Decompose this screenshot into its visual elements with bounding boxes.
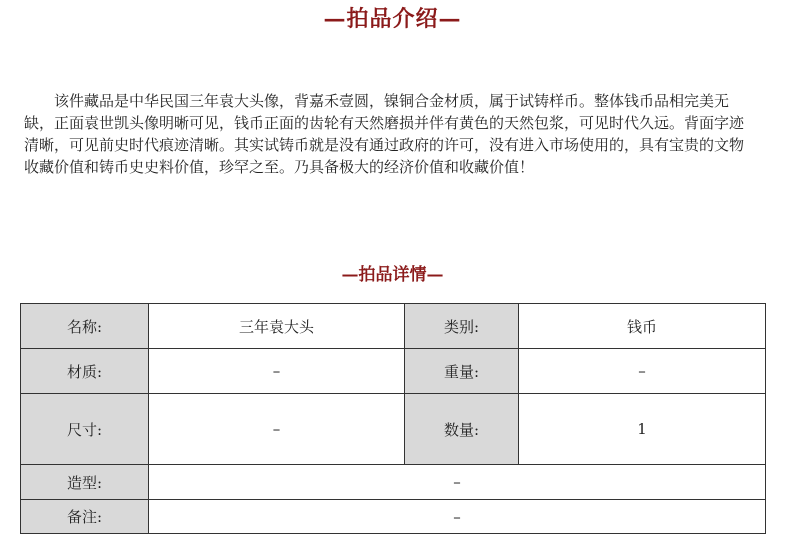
shape-value: – xyxy=(149,465,766,500)
material-value: – xyxy=(149,349,405,394)
name-value: 三年袁大头 xyxy=(149,304,405,349)
table-row xyxy=(21,349,766,394)
quantity-value: 1 xyxy=(519,394,766,465)
category-label: 类别: xyxy=(405,304,519,349)
quantity-label: 数量: xyxy=(405,394,519,465)
category-value: 钱币 xyxy=(519,304,766,349)
weight-label: 重量: xyxy=(405,349,519,394)
note-label: 备注: xyxy=(21,500,149,534)
item-description: 该件藏品是中华民国三年袁大头像，背嘉禾壹圆，镍铜合金材质，属于试铸样币。整体钱币品相完美无缺，正面袁世凯头像明晰可见，钱币正面的齿轮有天然磨损并伴有黄色的天然包浆，可见时代久远。背面字迹清晰，可见前史时代痕迹清晰。其实试铸币就是没有通过政府的许可，没有进入市场使用的，具有宝贵的文物收藏价值和铸币史史料价值，珍罕之至。乃具备极大的经济价值和收藏价值！ xyxy=(24,92,745,176)
weight-value: – xyxy=(519,349,766,394)
shape-label: 造型: xyxy=(21,465,149,500)
note-value: – xyxy=(149,500,766,534)
table-row xyxy=(21,394,766,465)
table-row xyxy=(21,500,766,534)
size-label: 尺寸: xyxy=(21,394,149,465)
details-section-title: —拍品详情— xyxy=(341,265,444,285)
size-value: – xyxy=(149,394,405,465)
table-row xyxy=(21,465,766,500)
material-label: 材质: xyxy=(21,349,149,394)
details-table xyxy=(20,303,766,534)
table-row xyxy=(21,304,766,349)
name-label: 名称: xyxy=(21,304,149,349)
intro-section-title: —拍品介绍— xyxy=(323,6,462,32)
